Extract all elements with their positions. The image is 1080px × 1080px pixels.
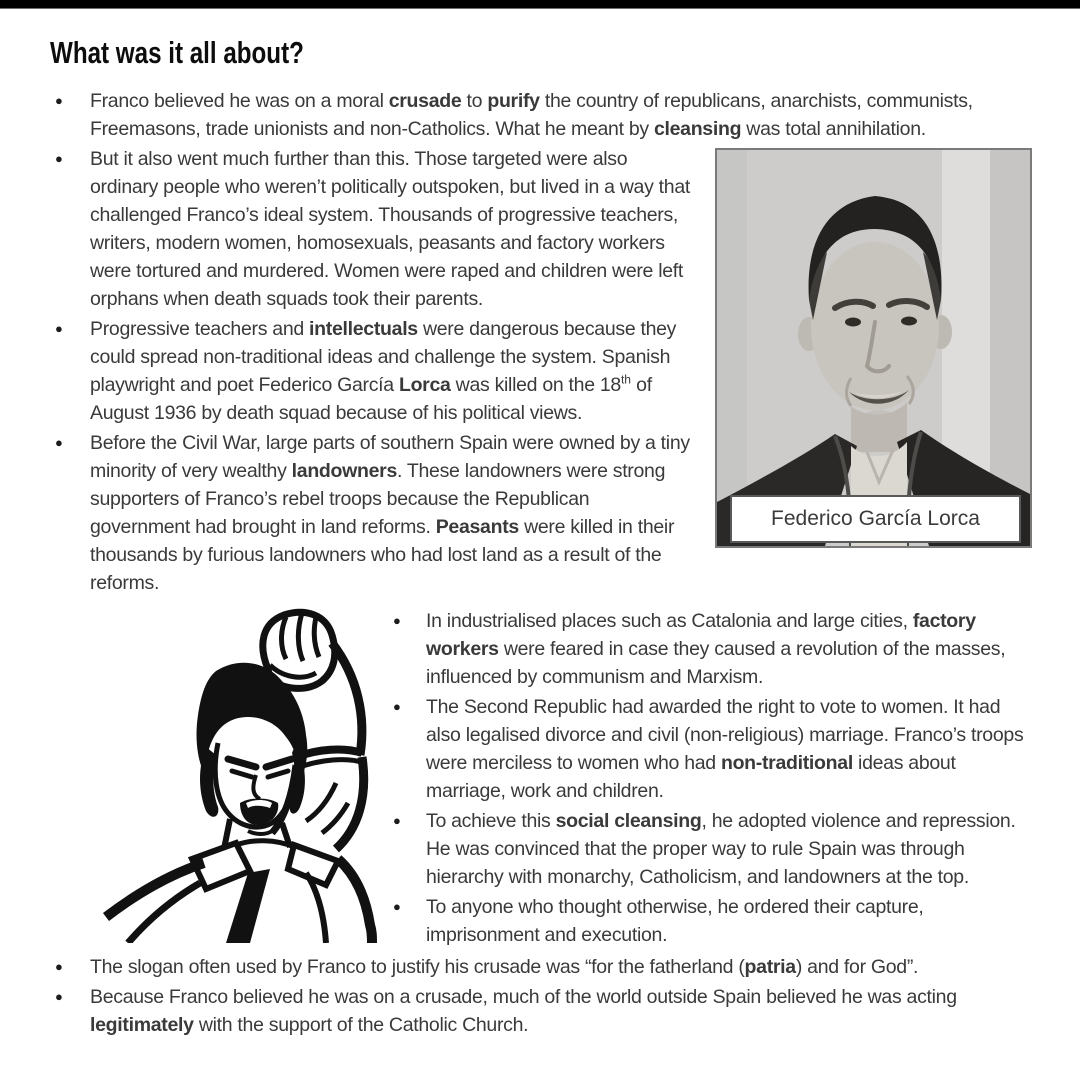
bullet-item: ● In industrialised places such as Catalonia and large cities, factory workers were feared in case they caused a revolution of the masses, influenced by communism and Marxism. bbox=[388, 607, 1032, 691]
top-border-bar bbox=[0, 0, 1080, 9]
page-title-text: What was it all about? bbox=[50, 35, 304, 70]
bullet-item: ● The Second Republic had awarded the right to vote to women. It had also legalised divorce and civil (non-religious) marriage. Franco’s troops were merciless to women who had non-traditional ideas about marriage, work and children. bbox=[388, 693, 1032, 805]
bullet-item: ● To achieve this social cleansing, he adopted violence and repression. He was convinced that the proper way to rule Spain was through hierarchy with monarchy, Catholicism, and landowners at the top. bbox=[388, 807, 1032, 891]
bullet-item: ● Progressive teachers and intellectuals were dangerous because they could spread non-traditional ideas and challenge the system. Spanish playwright and poet Federico García Lorca was killed on the 18th of August 1936 by death squad because of his political views. bbox=[50, 315, 1032, 427]
bullet-item: ● To anyone who thought otherwise, he ordered their capture, imprisonment and execution. bbox=[388, 893, 1032, 949]
bullet-item: ● The slogan often used by Franco to justify his crusade was “for the fatherland (patria) and for God”. bbox=[50, 953, 1032, 981]
bullet-item: ● But it also went much further than this. Those targeted were also ordinary people who weren’t politically outspoken, but lived in a way that challenged Franco’s ideal system. Thousands of progressive teachers, writers, modern women, homosexuals, peasants and factory workers were tortured and murdered. Women were raped and children were left orphans when death squads took their parents. bbox=[50, 145, 1032, 313]
page-content bbox=[0, 87, 1080, 1039]
middle-section bbox=[50, 607, 1032, 949]
bullet-item: ● Franco believed he was on a moral crusade to purify the country of republicans, anarchists, communists, Freemasons, trade unionists and non-Catholics. What he meant by cleansing was total annihilation. bbox=[50, 87, 1032, 143]
bullet-list-nested bbox=[388, 607, 1032, 949]
bullet-list-top bbox=[50, 87, 1032, 143]
bullet-item: ● Before the Civil War, large parts of southern Spain were owned by a tiny minority of very wealthy landowners. These landowners were strong supporters of Franco’s rebel troops because the Republican government had brought in land reforms. Peasants were killed in their thousands by furious landowners who had lost land as a result of the reforms. bbox=[50, 429, 1032, 597]
bullet-item: ● Because Franco believed he was on a crusade, much of the world outside Spain believed he was acting legitimately with the support of the Catholic Church. bbox=[50, 983, 1032, 1039]
page-title bbox=[50, 35, 1080, 71]
photo-caption-text: Federico García Lorca bbox=[771, 507, 980, 530]
bullet-list-bottom bbox=[50, 953, 1032, 1039]
raised-fist-illustration bbox=[100, 607, 396, 943]
bullet-list-beside-photo bbox=[50, 145, 1032, 597]
